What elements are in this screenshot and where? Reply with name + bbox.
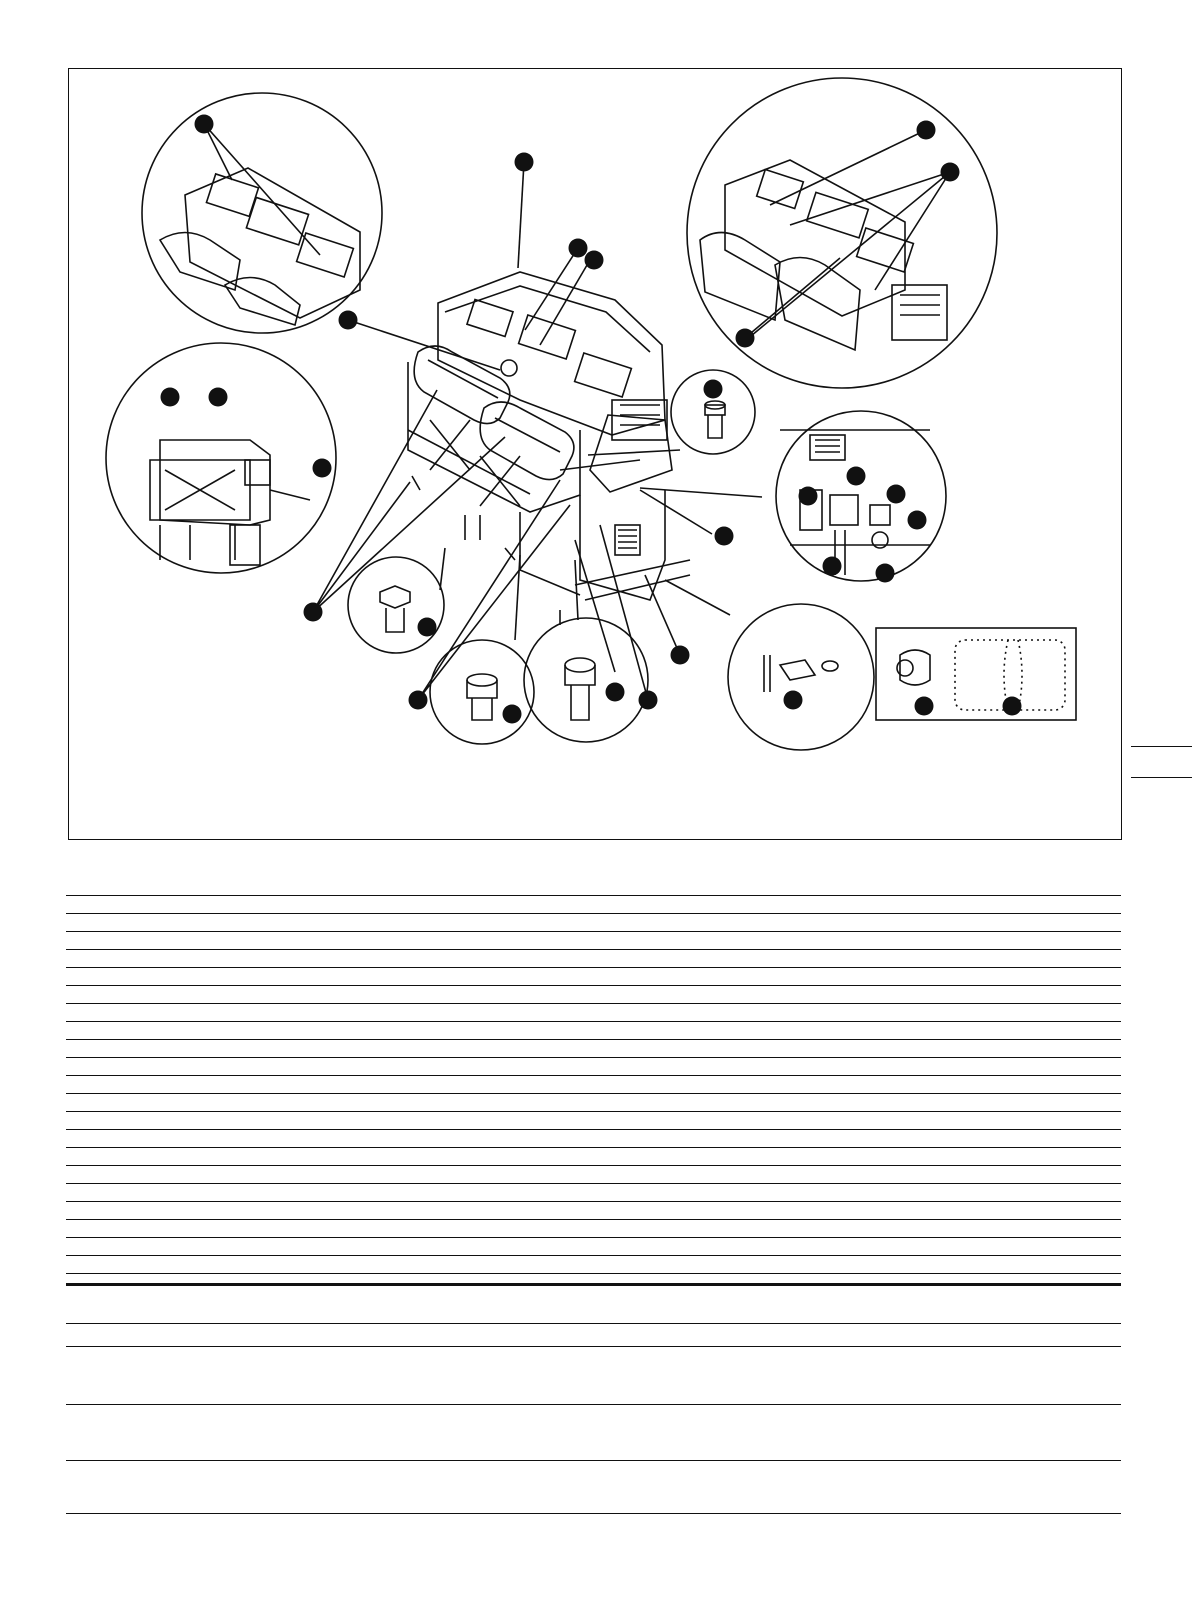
table-row: [66, 1219, 1121, 1220]
table-row: [66, 895, 1121, 896]
table-row: [66, 1183, 1121, 1184]
margin-rule-top: [1131, 746, 1192, 747]
table-footer-row: [66, 1513, 1121, 1514]
table-row: [66, 1039, 1121, 1040]
table-row: [66, 1255, 1121, 1256]
detail-circle-left: [106, 343, 336, 573]
margin-rule-bottom: [1131, 777, 1192, 778]
table-row: [66, 1165, 1121, 1166]
table-row: [66, 1201, 1121, 1202]
table-footer-row: [66, 1460, 1121, 1461]
detail-box-grommet: [876, 628, 1076, 720]
detail-circle-socket-screw-2: [524, 618, 648, 742]
table-row: [66, 985, 1121, 986]
main-unit-illustration: [408, 272, 690, 625]
table-footer-row: [66, 1323, 1121, 1324]
table-row: [66, 931, 1121, 932]
table-row: [66, 1057, 1121, 1058]
table-row: [66, 1093, 1121, 1094]
table-row: [66, 1273, 1121, 1274]
table-row: [66, 1129, 1121, 1130]
table-row: [66, 967, 1121, 968]
callout-markers: [161, 115, 1022, 724]
table-row: [66, 1111, 1121, 1112]
table-row: [66, 1021, 1121, 1022]
table-row: [66, 1237, 1121, 1238]
table-footer-row: [66, 1404, 1121, 1405]
table-row: [66, 949, 1121, 950]
table-row: [66, 1147, 1121, 1148]
table-row: [66, 1075, 1121, 1076]
table-row: [66, 1003, 1121, 1004]
detail-circle-hex-bolt: [348, 557, 444, 653]
detail-circle-socket-screw-1: [430, 640, 534, 744]
table-footer-row: [66, 1346, 1121, 1347]
table-divider: [66, 1283, 1121, 1286]
table-row: [66, 913, 1121, 914]
